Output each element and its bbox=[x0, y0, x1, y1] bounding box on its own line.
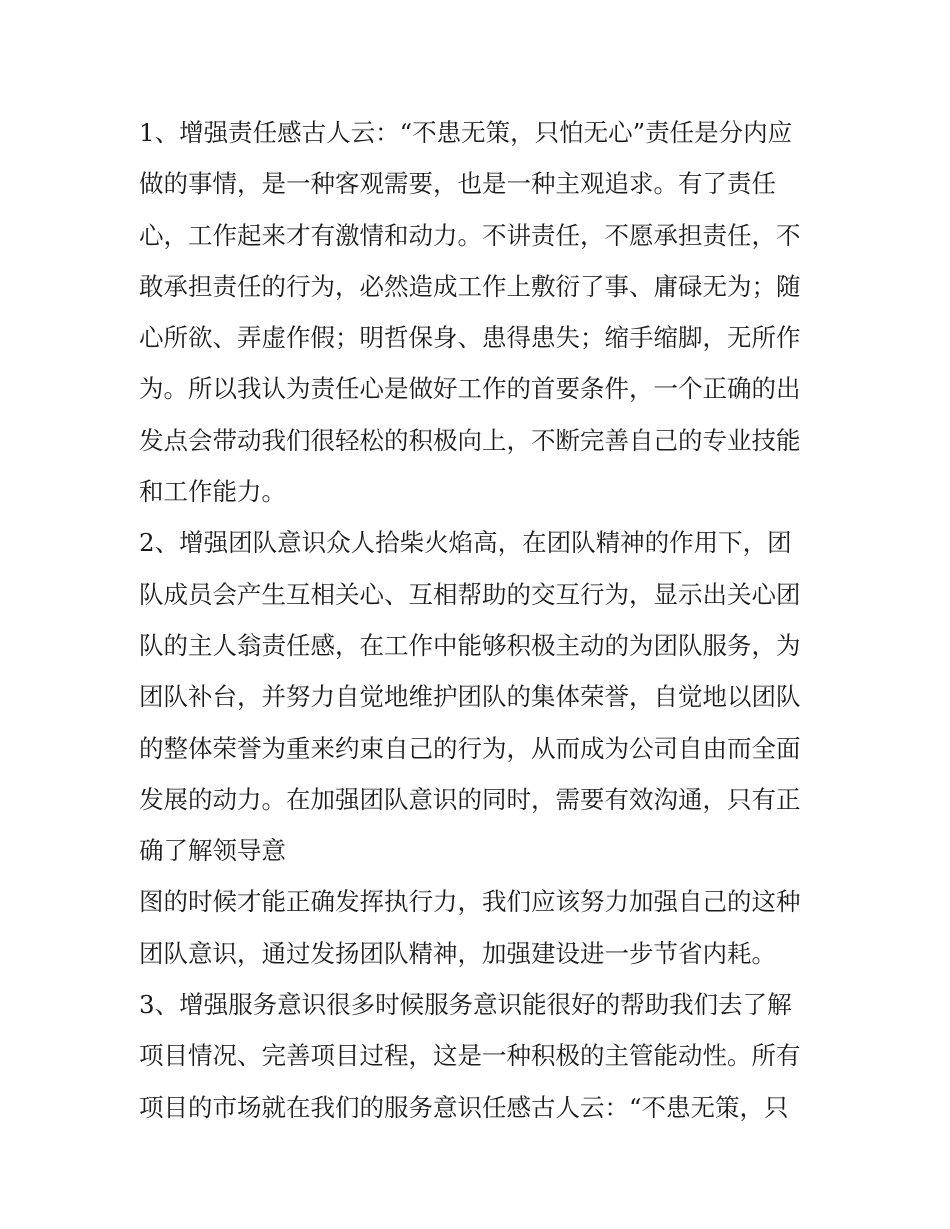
text-line: 队的主人翁责任感，在工作中能够积极主动的为团队服务，为 bbox=[139, 630, 801, 660]
text-line: 和工作能力。 bbox=[139, 477, 286, 507]
text-line: 心，工作起来才有激情和动力。不讲责任，不愿承担责任，不 bbox=[139, 220, 801, 250]
text-line: 的整体荣誉为重来约束自己的行为，从而成为公司自由而全面 bbox=[139, 733, 801, 763]
text-line: 确了解领导意 bbox=[139, 836, 286, 866]
text-line: 3、增强服务意识很多时候服务意识能很好的帮助我们去了解 bbox=[139, 990, 792, 1020]
text-line: 项目的市场就在我们的服务意识任感古人云：“不患无策，只 bbox=[139, 1092, 789, 1122]
text-line: 图的时候才能正确发挥执行力，我们应该努力加强自己的这种 bbox=[139, 887, 801, 917]
text-line: 团队意识，通过发扬团队精神，加强建设进一步节省内耗。 bbox=[139, 938, 776, 968]
text-line: 团队补台，并努力自觉地维护团队的集体荣誉，自觉地以团队 bbox=[139, 682, 801, 712]
text-line: 发展的动力。在加强团队意识的同时，需要有效沟通，只有正 bbox=[139, 784, 801, 814]
document-body bbox=[139, 107, 819, 1133]
text-line: 心所欲、弄虚作假；明哲保身、患得患失；缩手缩脚，无所作 bbox=[139, 323, 801, 353]
text-line: 项目情况、完善项目过程，这是一种积极的主管能动性。所有 bbox=[139, 1041, 801, 1071]
text-line: 1、增强责任感古人云：“不患无策，只怕无心”责任是分内应 bbox=[139, 118, 793, 147]
text-line: 敢承担责任的行为，必然造成工作上敷衍了事、庸碌无为；随 bbox=[139, 271, 801, 301]
text-line: 发点会带动我们很轻松的积极向上，不断完善自己的专业技能 bbox=[139, 425, 801, 455]
text-line: 2、增强团队意识众人拾柴火焰高，在团队精神的作用下，团 bbox=[139, 528, 792, 558]
text-line: 做的事情，是一种客观需要，也是一种主观追求。有了责任 bbox=[139, 169, 776, 199]
text-line: 为。所以我认为责任心是做好工作的首要条件，一个正确的出 bbox=[139, 374, 801, 404]
text-line: 队成员会产生互相关心、互相帮助的交互行为，显示出关心团 bbox=[139, 579, 801, 609]
